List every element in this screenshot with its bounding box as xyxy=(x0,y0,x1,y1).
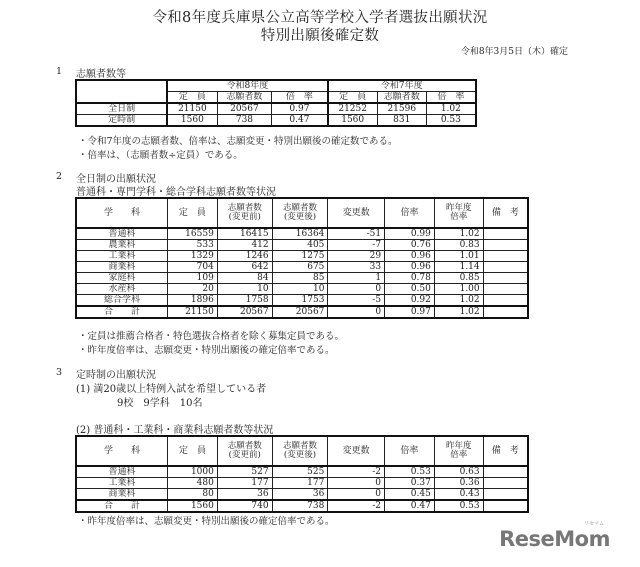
cell: 16415 xyxy=(217,228,272,240)
row-label: 合 計 xyxy=(76,306,167,318)
cell: 0.53 xyxy=(385,466,435,478)
table-row xyxy=(76,228,528,240)
cell: 480 xyxy=(168,478,218,489)
cell: 525 xyxy=(272,466,328,478)
cell: 21596 xyxy=(377,103,426,115)
cell: 405 xyxy=(272,240,328,251)
col-department: 学 科 xyxy=(76,198,167,228)
applicant-summary-table xyxy=(75,79,477,127)
cell: 0.45 xyxy=(385,489,435,501)
cell: 0.50 xyxy=(385,284,435,295)
cell: 1896 xyxy=(167,295,217,307)
cell: -2 xyxy=(328,466,385,478)
cell: 1560 xyxy=(168,500,218,512)
table-row xyxy=(76,478,528,489)
cell: -2 xyxy=(328,500,385,512)
cell: 1000 xyxy=(168,466,218,478)
cell: 10 xyxy=(272,284,328,295)
cell: 0.97 xyxy=(385,306,435,318)
cell: 0 xyxy=(328,284,385,295)
cell: 10 xyxy=(217,284,272,295)
cell: 0.76 xyxy=(385,240,435,251)
section1-note: ・倍率は、（志願者数÷定員）である。 xyxy=(78,150,243,161)
col-ratio: 倍 率 xyxy=(272,92,328,104)
cell xyxy=(483,262,528,273)
row-label: 家庭科 xyxy=(76,273,167,284)
col-remarks: 備 考 xyxy=(483,198,528,228)
cell: 20567 xyxy=(272,306,328,318)
cell: 1 xyxy=(328,273,385,284)
cell: 20 xyxy=(167,284,217,295)
row-label: 商業科 xyxy=(76,262,167,273)
cell: 29 xyxy=(328,251,385,262)
table-row xyxy=(76,103,476,115)
cell: 0.47 xyxy=(272,115,328,127)
cell: 1.02 xyxy=(434,306,483,318)
cell: 0.96 xyxy=(385,251,435,262)
table-row xyxy=(76,262,528,273)
fulltime-applicants-table xyxy=(75,197,529,319)
cell: 0.83 xyxy=(434,240,483,251)
cell xyxy=(483,240,528,251)
col-applicants-after: 志願者数 (変更後) xyxy=(272,436,328,466)
row-label: 全日制 xyxy=(76,103,167,115)
cell xyxy=(483,228,528,240)
section2-note: ・定員は推薦合格者・特色選抜合格者を除く募集定員である。 xyxy=(78,331,345,342)
col-change: 変更数 xyxy=(328,198,385,228)
year-header-r7: 令和7年度 xyxy=(328,80,476,92)
document-subtitle: 特別出願後確定数 xyxy=(260,28,380,44)
section1-title: 志願者数等 xyxy=(76,69,126,80)
cell: -5 xyxy=(328,295,385,307)
section2-subtitle: 普通科・専門学科・総合学科志願者数等状況 xyxy=(76,187,276,198)
col-capacity: 定 員 xyxy=(167,92,217,104)
resemom-logo: ReseMom xyxy=(499,527,610,551)
table-row xyxy=(76,466,528,478)
cell xyxy=(483,500,528,512)
cell: 16559 xyxy=(167,228,217,240)
section2-number: 2 xyxy=(56,171,63,182)
cell: 1.02 xyxy=(426,103,476,115)
cell xyxy=(483,466,528,478)
row-label: 普通科 xyxy=(76,466,168,478)
cell xyxy=(483,273,528,284)
col-last-year-ratio: 昨年度 倍率 xyxy=(434,198,483,228)
section2-note: ・昨年度倍率は、志願変更・特別出願後の確定倍率である。 xyxy=(78,345,335,356)
cell: 84 xyxy=(217,273,272,284)
cell: 0.99 xyxy=(385,228,435,240)
cell: 1560 xyxy=(167,115,217,127)
cell: 0 xyxy=(328,306,385,318)
cell: 177 xyxy=(217,478,272,489)
row-label: 商業科 xyxy=(76,489,168,501)
table-row xyxy=(76,284,528,295)
cell: 177 xyxy=(272,478,328,489)
table-row-total xyxy=(76,306,528,318)
col-applicants: 志願者数 xyxy=(217,92,272,104)
cell: 831 xyxy=(377,115,426,127)
cell xyxy=(483,295,528,307)
table-row xyxy=(76,251,528,262)
col-ratio: 倍 率 xyxy=(426,92,476,104)
year-header-r8: 令和8年度 xyxy=(167,80,327,92)
cell: 21150 xyxy=(167,103,217,115)
cell: 16364 xyxy=(272,228,328,240)
section3-title: 定時制の出願状況 xyxy=(76,370,156,381)
col-ratio: 倍率 xyxy=(385,198,435,228)
cell: 642 xyxy=(217,262,272,273)
col-ratio: 倍率 xyxy=(385,436,435,466)
section3-sub1: (1) 満20歳以上特例入試を希望している者 xyxy=(76,384,267,395)
cell: 738 xyxy=(272,500,328,512)
cell: 36 xyxy=(272,489,328,501)
cell xyxy=(483,489,528,501)
cell: 1329 xyxy=(167,251,217,262)
section2-title: 全日制の出願状況 xyxy=(76,174,156,185)
cell: 738 xyxy=(217,115,272,127)
row-label: 合 計 xyxy=(76,500,168,512)
cell: 0.85 xyxy=(434,273,483,284)
section3-sub2: (2) 普通科・工業科・商業科志願者数等状況 xyxy=(76,425,274,436)
section3-number: 3 xyxy=(56,367,63,378)
row-label: 定時制 xyxy=(76,115,167,127)
col-applicants-after: 志願者数 (変更後) xyxy=(272,198,328,228)
cell: 21150 xyxy=(167,306,217,318)
table-row xyxy=(76,115,476,127)
col-applicants: 志願者数 xyxy=(377,92,426,104)
cell: 0.37 xyxy=(385,478,435,489)
col-capacity: 定 員 xyxy=(167,198,217,228)
cell: 0.53 xyxy=(434,500,483,512)
table-row-total xyxy=(76,500,528,512)
row-label: 工業科 xyxy=(76,478,168,489)
cell: 0.36 xyxy=(434,478,483,489)
cell: 0.53 xyxy=(426,115,476,127)
table-row xyxy=(76,295,528,307)
cell: 675 xyxy=(272,262,328,273)
logo-subtext: リセマム xyxy=(584,521,604,527)
row-label: 普通科 xyxy=(76,228,167,240)
col-applicants-before: 志願者数 (変更前) xyxy=(217,436,272,466)
col-last-year-ratio: 昨年度 倍率 xyxy=(434,436,483,466)
cell: 1.14 xyxy=(434,262,483,273)
col-remarks: 備 考 xyxy=(483,436,528,466)
cell: -51 xyxy=(328,228,385,240)
cell: 0.96 xyxy=(385,262,435,273)
cell: 80 xyxy=(168,489,218,501)
cell: 109 xyxy=(167,273,217,284)
section1-number: 1 xyxy=(56,66,63,77)
cell xyxy=(483,306,528,318)
row-label: 工業科 xyxy=(76,251,167,262)
row-label: 水産科 xyxy=(76,284,167,295)
cell xyxy=(483,478,528,489)
cell: 33 xyxy=(328,262,385,273)
cell: 1275 xyxy=(272,251,328,262)
cell: 0 xyxy=(328,489,385,501)
cell: 0.43 xyxy=(434,489,483,501)
cell: -7 xyxy=(328,240,385,251)
section1-note: ・令和7年度の志願者数、倍率は、志願変更・特別出願後の確定数である。 xyxy=(78,136,398,147)
row-label: 農業科 xyxy=(76,240,167,251)
row-label: 総合学科 xyxy=(76,295,167,307)
cell: 412 xyxy=(217,240,272,251)
cell: 1.02 xyxy=(434,295,483,307)
cell: 740 xyxy=(217,500,272,512)
col-capacity: 定 員 xyxy=(168,436,218,466)
cell: 1.02 xyxy=(434,228,483,240)
table-row xyxy=(76,273,528,284)
col-change: 変更数 xyxy=(328,436,385,466)
cell: 1.00 xyxy=(434,284,483,295)
confirmed-date: 令和8年3月5日（木）確定 xyxy=(460,47,568,57)
section3-note: ・昨年度倍率は、志願変更・特別出願後の確定倍率である。 xyxy=(78,516,335,527)
corner-cell xyxy=(76,80,167,103)
col-department: 学 科 xyxy=(76,436,168,466)
cell: 20567 xyxy=(217,103,272,115)
cell: 1753 xyxy=(272,295,328,307)
cell: 85 xyxy=(272,273,328,284)
document-title: 令和8年度兵庫県公立高等学校入学者選抜出願状況 xyxy=(152,10,488,26)
table-row xyxy=(76,240,528,251)
cell: 1.01 xyxy=(434,251,483,262)
cell: 21252 xyxy=(328,103,378,115)
cell: 1758 xyxy=(217,295,272,307)
cell: 0.78 xyxy=(385,273,435,284)
col-applicants-before: 志願者数 (変更前) xyxy=(217,198,272,228)
cell: 0.97 xyxy=(272,103,328,115)
cell: 0.92 xyxy=(385,295,435,307)
cell: 36 xyxy=(217,489,272,501)
cell: 1246 xyxy=(217,251,272,262)
table-row xyxy=(76,489,528,501)
cell: 704 xyxy=(167,262,217,273)
cell xyxy=(483,251,528,262)
parttime-applicants-table xyxy=(75,435,529,513)
cell xyxy=(483,284,528,295)
cell: 0.47 xyxy=(385,500,435,512)
cell: 0.63 xyxy=(434,466,483,478)
section3-sub1-detail: 9校 9学科 10名 xyxy=(117,398,203,409)
cell: 20567 xyxy=(217,306,272,318)
cell: 533 xyxy=(167,240,217,251)
cell: 1560 xyxy=(328,115,378,127)
cell: 0 xyxy=(328,478,385,489)
col-capacity: 定 員 xyxy=(328,92,378,104)
cell: 527 xyxy=(217,466,272,478)
